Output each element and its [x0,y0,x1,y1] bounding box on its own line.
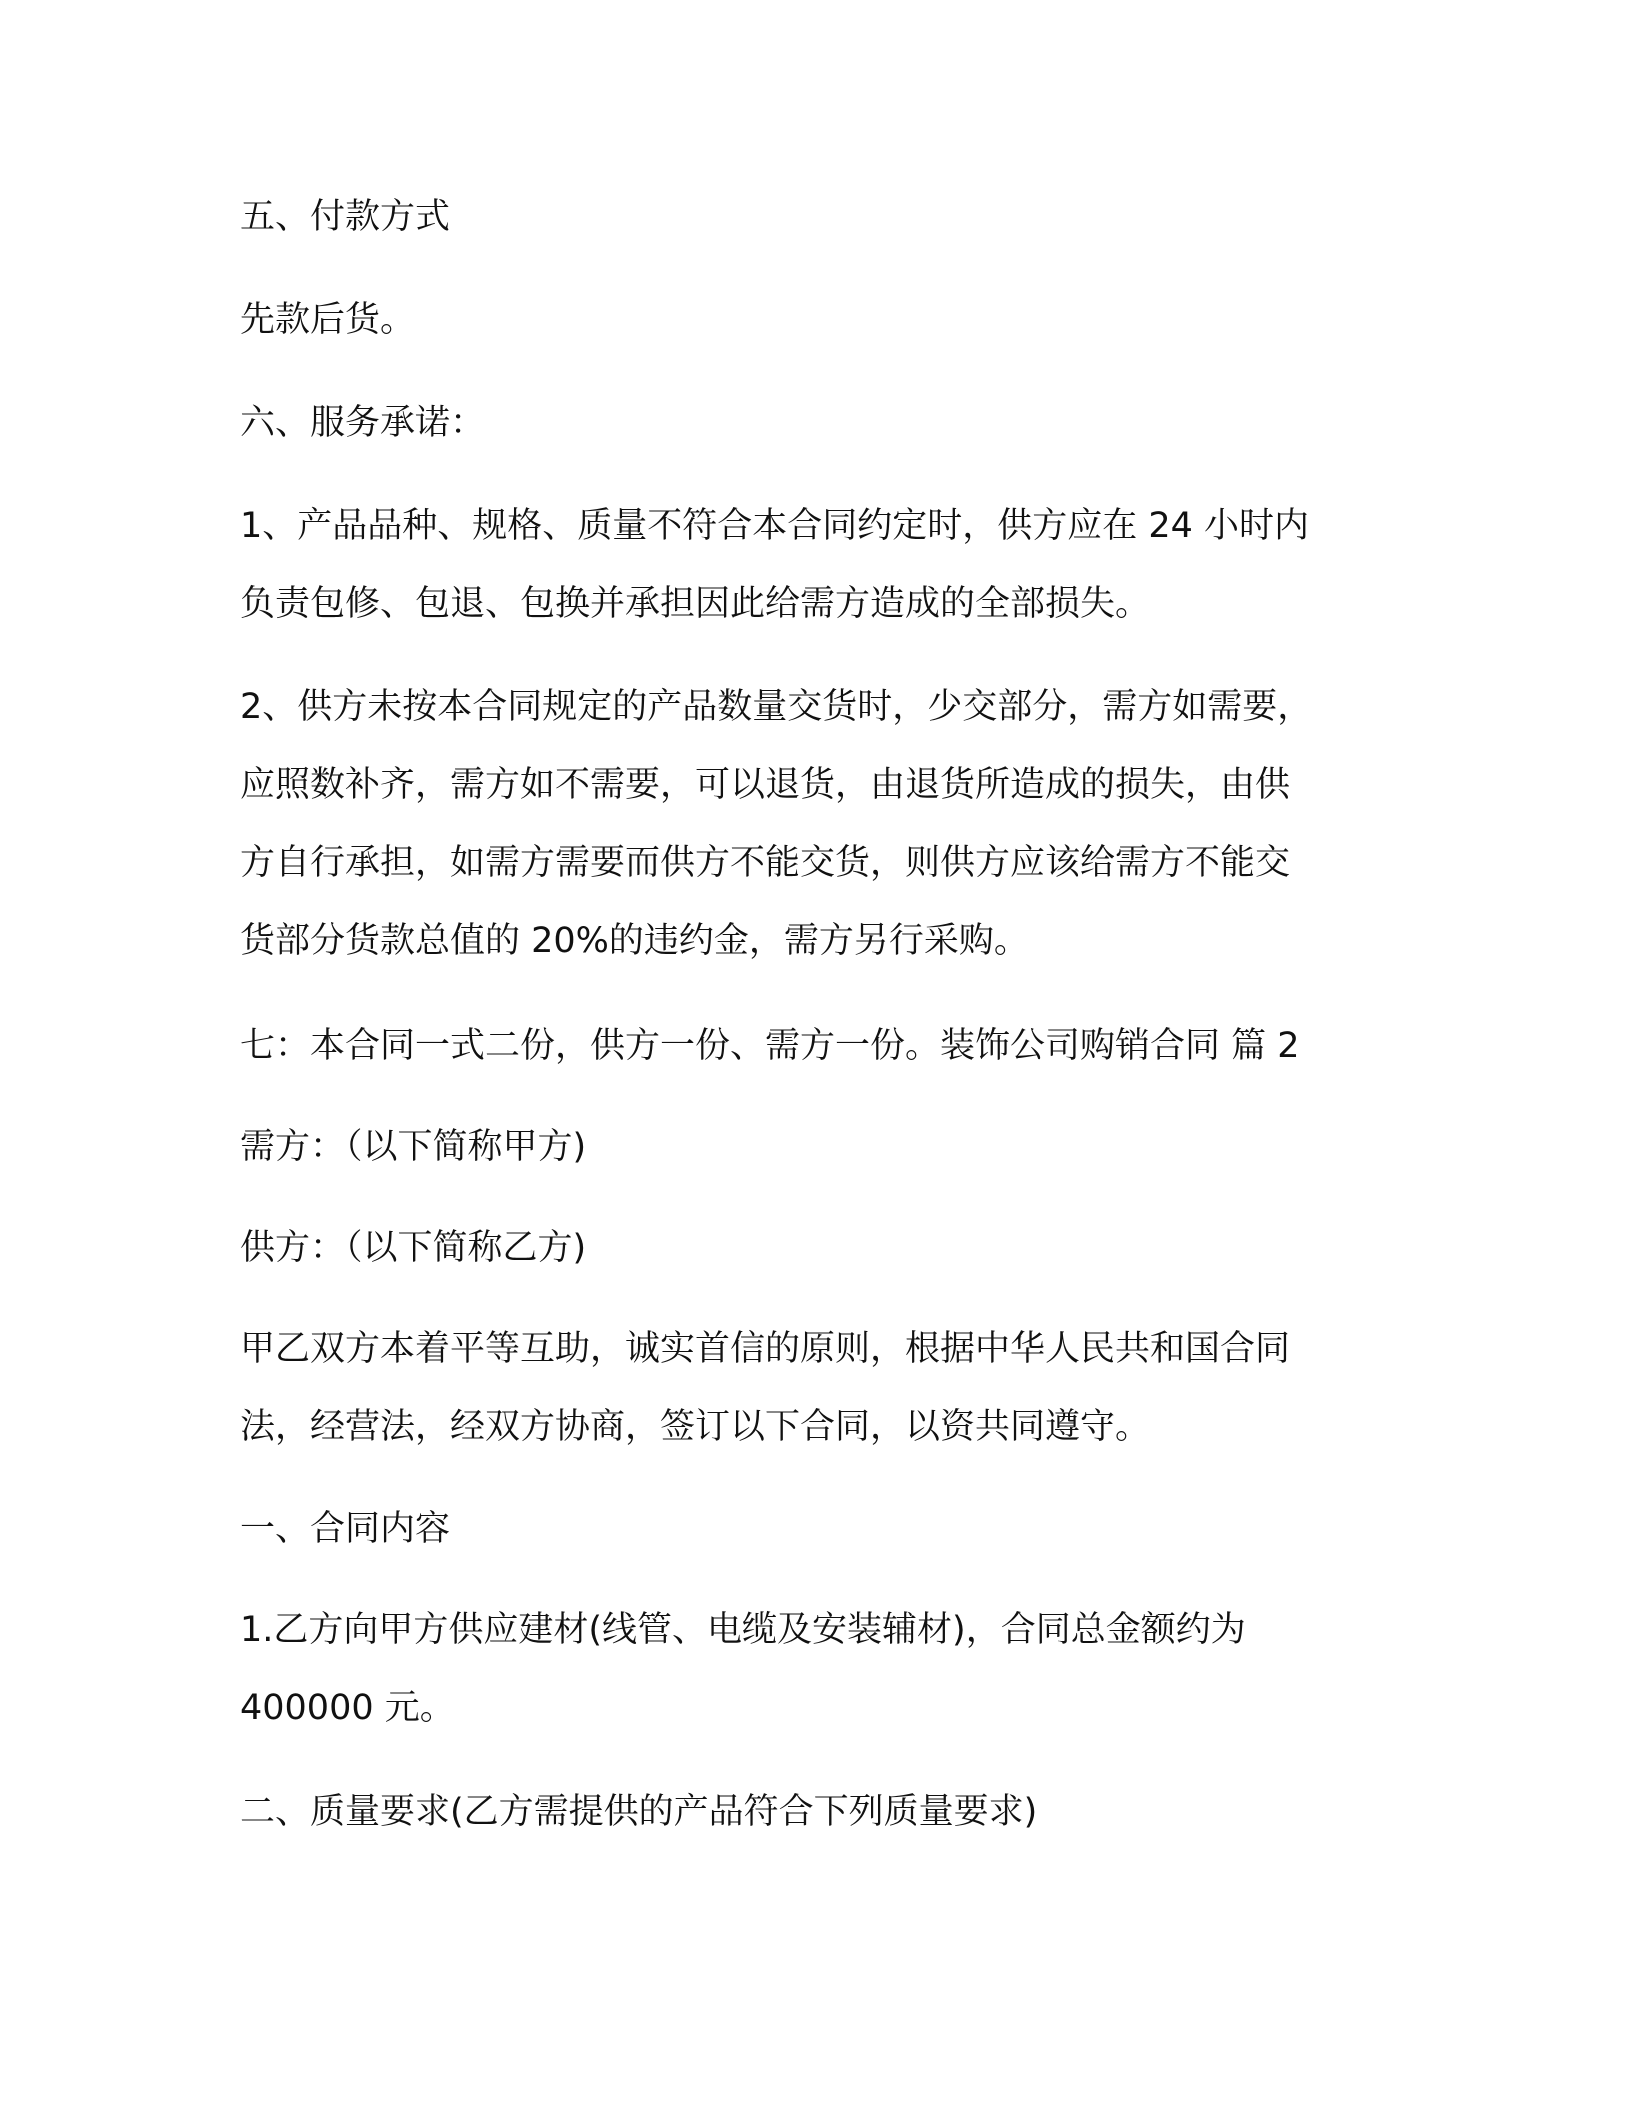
section-6-item-2 [240,668,1380,980]
section-1-heading [240,1490,1380,1568]
section-5-heading [240,178,1380,256]
text-line: 1.乙方向甲方供应建材(线管、电缆及安装辅材)，合同总金额约为 [240,1610,1246,1650]
preamble [240,1310,1380,1466]
section-7 [240,1007,1380,1085]
text-line: 七：本合同一式二份，供方一份、需方一份。装饰公司购销合同 篇 2 [240,1026,1300,1066]
text-line: 六、服务承诺： [240,403,486,443]
party-b [240,1209,1380,1287]
section-1-item-1 [240,1591,1380,1747]
text-line: 负责包修、包退、包换并承担因此给需方造成的全部损失。 [240,584,1151,624]
text-line: 五、付款方式 [240,197,451,237]
text-line: 方自行承担，如需方需要而供方不能交货，则供方应该给需方不能交 [240,843,1291,883]
section-2-heading [240,1773,1380,1851]
section-5-body [240,281,1380,359]
text-line: 一、合同内容 [240,1509,451,1549]
section-6-item-1 [240,487,1380,643]
text-line: 1、产品品种、规格、质量不符合本合同约定时，供方应在 24 小时内 [240,506,1310,546]
text-line: 甲乙双方本着平等互助，诚实首信的原则，根据中华人民共和国合同 [240,1329,1291,1369]
text-line: 先款后货。 [240,300,416,340]
text-line: 400000 元。 [240,1688,455,1728]
section-6-heading [240,384,1380,462]
text-line: 需方：（以下简称甲方) [240,1127,587,1167]
text-line: 供方：（以下简称乙方) [240,1228,587,1268]
text-line: 应照数补齐，需方如不需要，可以退货，由退货所造成的损失，由供 [240,765,1291,805]
text-line: 二、质量要求(乙方需提供的产品符合下列质量要求) [240,1792,1038,1832]
text-line: 法，经营法，经双方协商，签订以下合同，以资共同遵守。 [240,1407,1151,1447]
text-line: 2、供方未按本合同规定的产品数量交货时，少交部分，需方如需要， [240,687,1313,727]
party-a [240,1108,1380,1186]
text-line: 货部分货款总值的 20%的违约金，需方另行采购。 [240,921,1029,961]
